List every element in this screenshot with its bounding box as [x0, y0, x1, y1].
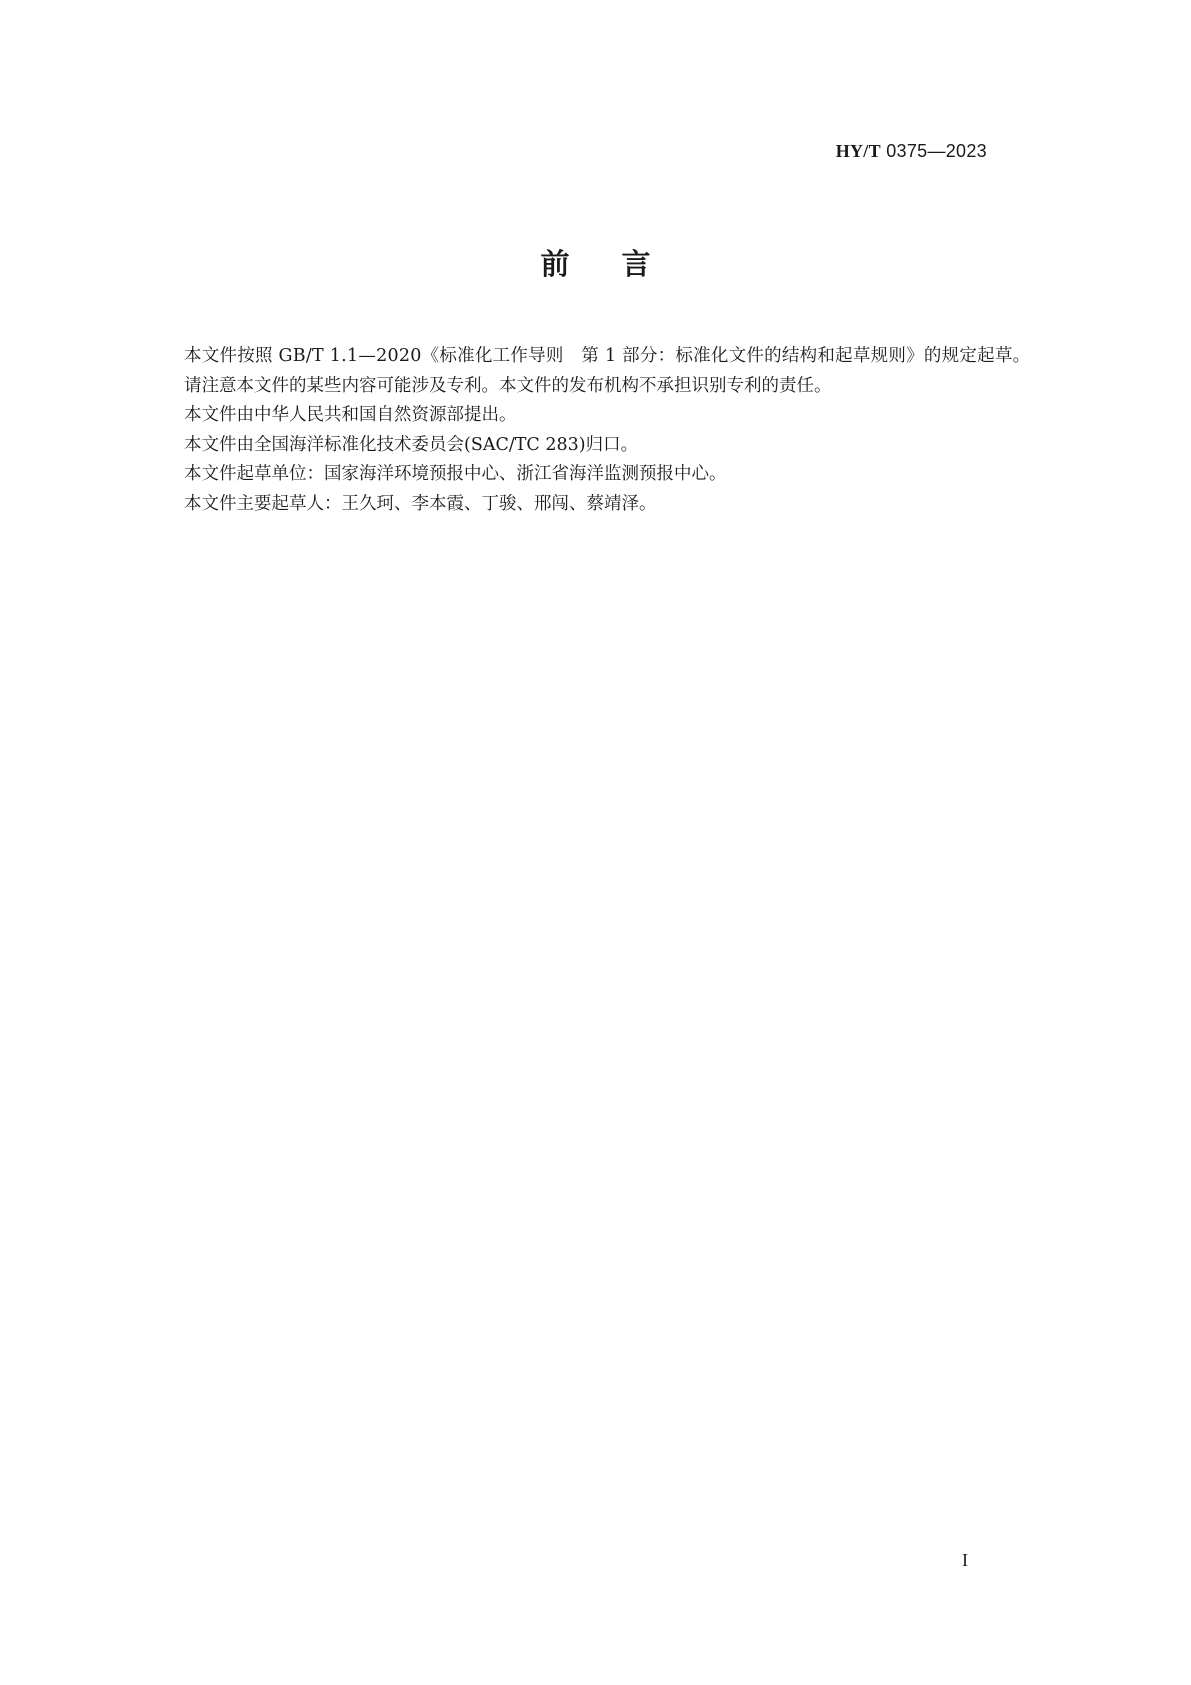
paragraph-drafting-units: 本文件起草单位：国家海洋环境预报中心、浙江省海洋监测预报中心。 — [184, 464, 727, 484]
paragraph-patent-notice: 请注意本文件的某些内容可能涉及专利。本文件的发布机构不承担识别专利的责任。 — [184, 375, 832, 396]
paragraph-drafting-basis: 本文件按照 GB/T 1.1—2020《标准化工作导则 第 1 部分：标准化文件的结构和起草规则》的规定起草。 — [184, 346, 1031, 366]
paragraph-centralized-management: 本文件由全国海洋标准化技术委员会(SAC/TC 283)归口。 — [184, 434, 639, 455]
page-title: 前言 — [540, 247, 703, 281]
paragraph-main-drafters: 本文件主要起草人：王久珂、李本霞、丁骏、邢闯、蔡靖泽。 — [184, 493, 657, 514]
paragraph-proposer: 本文件由中华人民共和国自然资源部提出。 — [184, 405, 517, 425]
preface-body — [143, 342, 1063, 519]
standard-code-number: 0375—2023 — [880, 141, 987, 161]
page-number: I — [962, 1550, 968, 1570]
standard-code-prefix: HY/T — [835, 141, 881, 161]
standard-code — [836, 141, 987, 162]
